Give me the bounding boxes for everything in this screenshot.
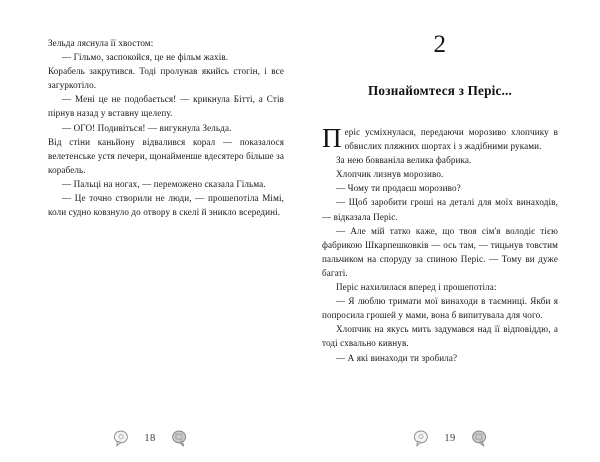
left-page-footer [0, 429, 300, 448]
paragraph: — Чому ти продаєш морозиво? [336, 183, 461, 194]
paragraph: — Гільмо, заспокойся, це не фільм жахів. [62, 52, 229, 63]
paragraph-with-dropcap [322, 125, 558, 153]
speech-bubble-icon [111, 429, 130, 448]
paragraph: — Але мій татко каже, що твоя сім'я володіє тією фабрикою Шкарпешковків — ось там, — тицьнув товстим пальчиком на споруду за спиною Періс. — Тому ви дуже багаті. [322, 225, 558, 278]
paragraph: — А які винаходи ти зробила? [336, 352, 458, 363]
speech-bubble-icon [411, 429, 430, 448]
paragraph: — Пальці на ногах, — переможено сказала Гільма. [62, 178, 266, 189]
paragraph: Періс нахилилася вперед і прошепотіла: [336, 282, 497, 293]
page-number: 19 [444, 432, 456, 444]
speech-bubble-icon [470, 429, 489, 448]
right-page [300, 0, 600, 462]
paragraph: — Мені це не подобається! — крикнула Бітті, а Стів пірнув назад у вставну щелепу. [48, 94, 284, 119]
paragraph: — Щоб заробити гроші на деталі для моїх винаходів, — відказала Періс. [322, 197, 558, 222]
chapter-number: 2 [433, 31, 447, 58]
chapter-title: Познайомтеся з Періс... [367, 83, 513, 98]
drop-cap: П [322, 123, 342, 153]
paragraph: — Я люблю тримати мої винаходи в таємниці. Якби я попросила грошей у мами, вона б випитувала для чого. [322, 296, 558, 321]
speech-bubble-icon [170, 429, 189, 448]
right-page-footer [300, 429, 600, 448]
paragraph: — ОГО! Подивіться! — вигукнула Зельда. [62, 122, 232, 133]
right-page-body [322, 125, 558, 365]
paragraph: Від стіни каньйону відвалився корал — показалося велетенське устя печери, щонайменше вдесятеро більше за корабель. [48, 136, 284, 175]
paragraph: За нею бовваніла велика фабрика. [336, 155, 472, 166]
paragraph: — Це точно створили не люди, — прошепотіла Мімі, коли судно ковзнуло до отвору в скелі й зникло всередині. [48, 193, 284, 218]
page-number: 18 [144, 432, 156, 444]
paragraph: Корабель закрутився. Тоді пролунав якийсь стогін, і все загуркотіло. [48, 66, 284, 91]
paragraph-text: еріс усміхнулася, передаючи морозиво хлопчику в обвислих пляжних шортах і з жадібними руками. [344, 127, 558, 152]
paragraph: Хлопчик на якусь мить задумався над її відповіддю, а тоді схвально кивнув. [322, 324, 558, 349]
left-page-body [48, 36, 284, 219]
paragraph: Зельда ляснула її хвостом: [48, 38, 154, 48]
paragraph: Хлопчик лизнув морозиво. [336, 169, 444, 180]
